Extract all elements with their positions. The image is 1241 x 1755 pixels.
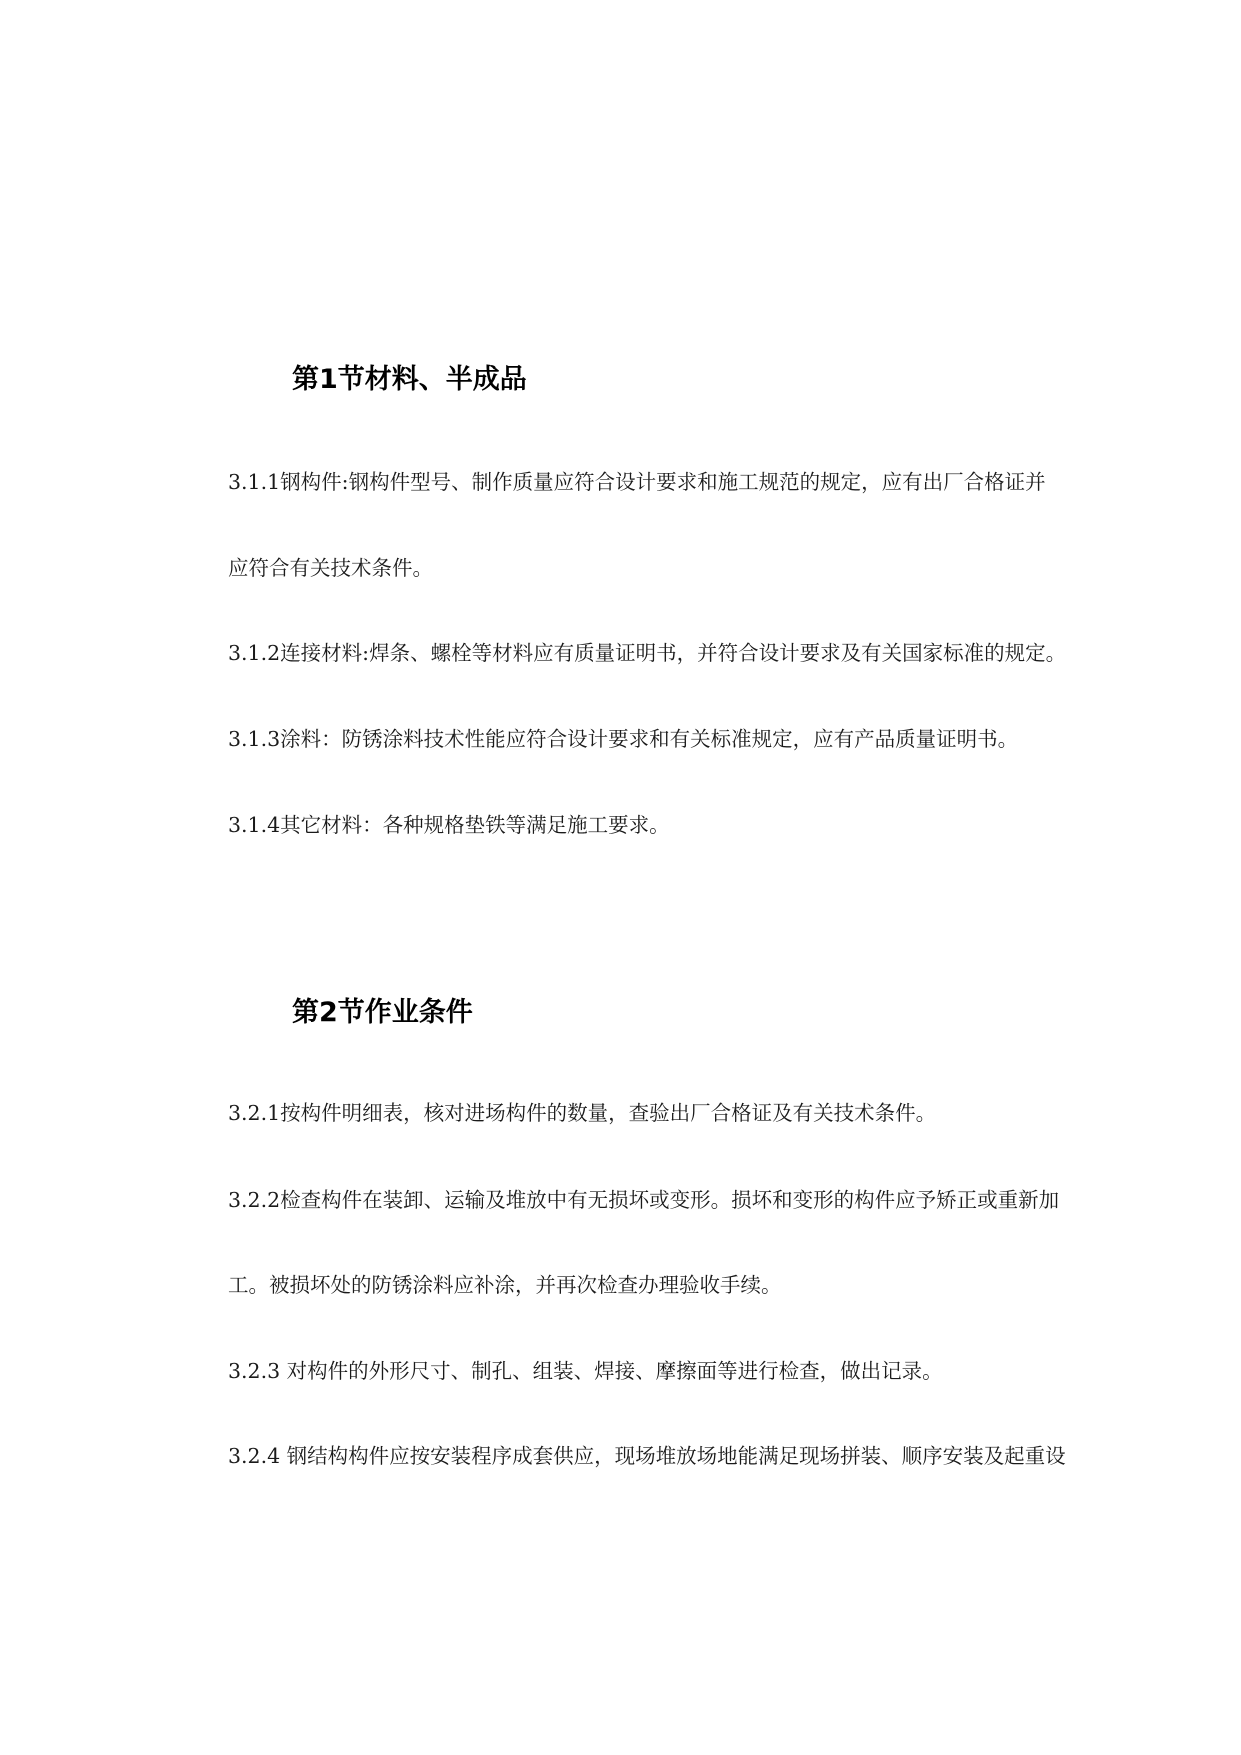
paragraph-3-1-1-continued: 应符合有关技术条件。 [228, 556, 433, 580]
section-1-heading: 第1节材料、半成品 [292, 364, 527, 395]
paragraph-3-2-2: 3.2.2检查构件在装卸、运输及堆放中有无损坏或变形。损坏和变形的构件应予矫正或重新加 [228, 1188, 1060, 1212]
paragraph-3-2-1: 3.2.1按构件明细表，核对进场构件的数量，查验出厂合格证及有关技术条件。 [228, 1101, 937, 1125]
paragraph-3-1-2: 3.1.2连接材料:焊条、螺栓等材料应有质量证明书，并符合设计要求及有关国家标准的规定。 [228, 641, 1067, 665]
paragraph-3-2-2-continued: 工。被损坏处的防锈涂料应补涂，并再次检查办理验收手续。 [228, 1273, 782, 1297]
paragraph-3-1-4: 3.1.4其它材料：各种规格垫铁等满足施工要求。 [228, 813, 670, 837]
paragraph-3-2-4: 3.2.4 钢结构构件应按安装程序成套供应，现场堆放场地能满足现场拼装、顺序安装及起重设 [228, 1444, 1066, 1468]
paragraph-3-1-3: 3.1.3涂料：防锈涂料技术性能应符合设计要求和有关标准规定，应有产品质量证明书。 [228, 727, 1019, 751]
paragraph-3-1-1: 3.1.1钢构件:钢构件型号、制作质量应符合设计要求和施工规范的规定，应有出厂合格证并 [228, 470, 1046, 494]
section-2-heading: 第2节作业条件 [292, 997, 473, 1028]
paragraph-3-2-3: 3.2.3 对构件的外形尺寸、制孔、组装、焊接、摩擦面等进行检查，做出记录。 [228, 1359, 943, 1383]
